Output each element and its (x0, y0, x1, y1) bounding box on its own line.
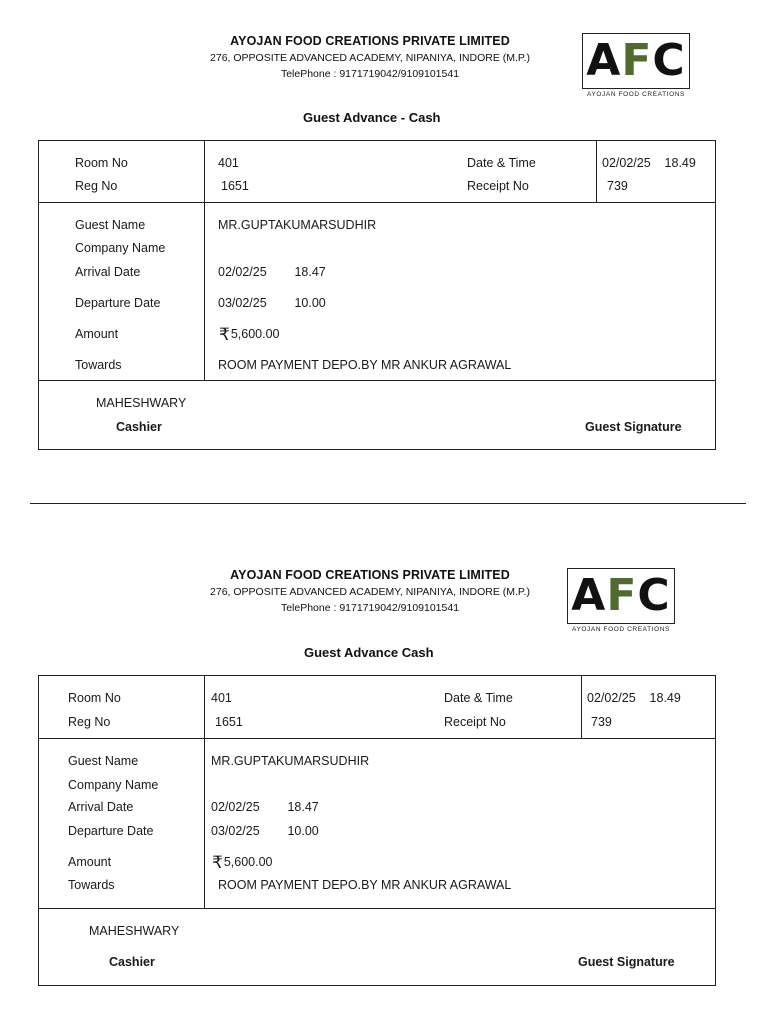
rupee-icon: ₹ (219, 325, 230, 344)
company-name-label: Company Name (68, 778, 159, 792)
company-name: AYOJAN FOOD CREATIONS PRIVATE LIMITED (230, 34, 510, 48)
row-divider (39, 738, 715, 739)
receipt-no-label: Receipt No (444, 715, 506, 729)
company-address: 276, OPPOSITE ADVANCED ACADEMY, NIPANIYA, INDORE (M.P.) (210, 52, 530, 64)
arrival-date-value: 02/02/25 18.47 (211, 800, 319, 814)
guest-name-label: Guest Name (75, 218, 146, 232)
rupee-icon: ₹ (212, 853, 223, 872)
row-divider (39, 908, 715, 909)
receipt-table (38, 675, 716, 986)
amount-value (212, 853, 273, 873)
row-divider (39, 380, 715, 381)
room-no-value: 401 (218, 156, 239, 170)
company-address: 276, OPPOSITE ADVANCED ACADEMY, NIPANIYA, INDORE (M.P.) (210, 586, 530, 598)
towards-label: Towards (68, 878, 115, 892)
receipt-table (38, 140, 716, 450)
towards-value: ROOM PAYMENT DEPO.BY MR ANKUR AGRAWAL (218, 878, 512, 892)
guest-name-value: MR.GUPTAKUMARSUDHIR (211, 754, 370, 768)
company-header (180, 34, 560, 80)
reg-no-value: 1651 (221, 179, 249, 193)
document-title: Guest Advance Cash (304, 645, 434, 660)
datetime-value: 02/02/25 18.49 (587, 691, 681, 705)
departure-date-value: 03/02/25 10.00 (211, 824, 319, 838)
towards-label: Towards (75, 358, 122, 372)
guest-signature-label: Guest Signature (578, 955, 675, 969)
cashier-label: Cashier (109, 955, 155, 969)
cashier-name: MAHESHWARY (96, 396, 187, 410)
row-divider (39, 202, 715, 203)
receipt-no-value: 739 (607, 179, 628, 193)
cashier-label: Cashier (116, 420, 162, 434)
company-header (180, 568, 560, 614)
amount-number: 5,600.00 (223, 855, 273, 869)
room-no-label: Room No (68, 691, 121, 705)
departure-date-value: 03/02/25 10.00 (218, 296, 326, 310)
departure-date-label: Departure Date (68, 824, 154, 838)
arrival-date-label: Arrival Date (75, 265, 141, 279)
logo-mark: A F C (567, 568, 675, 624)
column-divider (204, 676, 205, 908)
towards-value: ROOM PAYMENT DEPO.BY MR ANKUR AGRAWAL (218, 358, 512, 372)
guest-name-value: MR.GUPTAKUMARSUDHIR (218, 218, 377, 232)
guest-name-label: Guest Name (68, 754, 139, 768)
amount-number: 5,600.00 (230, 327, 280, 341)
logo-caption: AYOJAN FOOD CREATIONS (587, 91, 685, 98)
reg-no-label: Reg No (68, 715, 111, 729)
reg-no-value: 1651 (215, 715, 243, 729)
arrival-date-value: 02/02/25 18.47 (218, 265, 326, 279)
company-phone: TelePhone : 9171719042/9109101541 (280, 68, 460, 80)
company-logo (582, 33, 690, 98)
departure-date-label: Departure Date (75, 296, 161, 310)
reg-no-label: Reg No (75, 179, 118, 193)
datetime-label: Date & Time (444, 691, 513, 705)
column-divider (596, 141, 597, 202)
room-no-value: 401 (211, 691, 232, 705)
company-logo (567, 568, 675, 633)
datetime-value: 02/02/25 18.49 (602, 156, 696, 170)
column-divider (204, 141, 205, 380)
cut-line-divider (30, 503, 746, 504)
logo-caption: AYOJAN FOOD CREATIONS (572, 626, 670, 633)
datetime-label: Date & Time (467, 156, 536, 170)
document-title: Guest Advance - Cash (303, 110, 441, 125)
amount-value (219, 325, 280, 345)
amount-label: Amount (75, 327, 119, 341)
cashier-name: MAHESHWARY (89, 924, 180, 938)
room-no-label: Room No (75, 156, 128, 170)
arrival-date-label: Arrival Date (68, 800, 134, 814)
receipt-no-value: 739 (591, 715, 612, 729)
company-phone: TelePhone : 9171719042/9109101541 (280, 602, 460, 614)
logo-mark: A F C (582, 33, 690, 89)
amount-label: Amount (68, 855, 112, 869)
company-name-label: Company Name (75, 241, 166, 255)
company-name: AYOJAN FOOD CREATIONS PRIVATE LIMITED (230, 568, 510, 582)
column-divider (581, 676, 582, 738)
receipt-no-label: Receipt No (467, 179, 529, 193)
guest-signature-label: Guest Signature (585, 420, 682, 434)
